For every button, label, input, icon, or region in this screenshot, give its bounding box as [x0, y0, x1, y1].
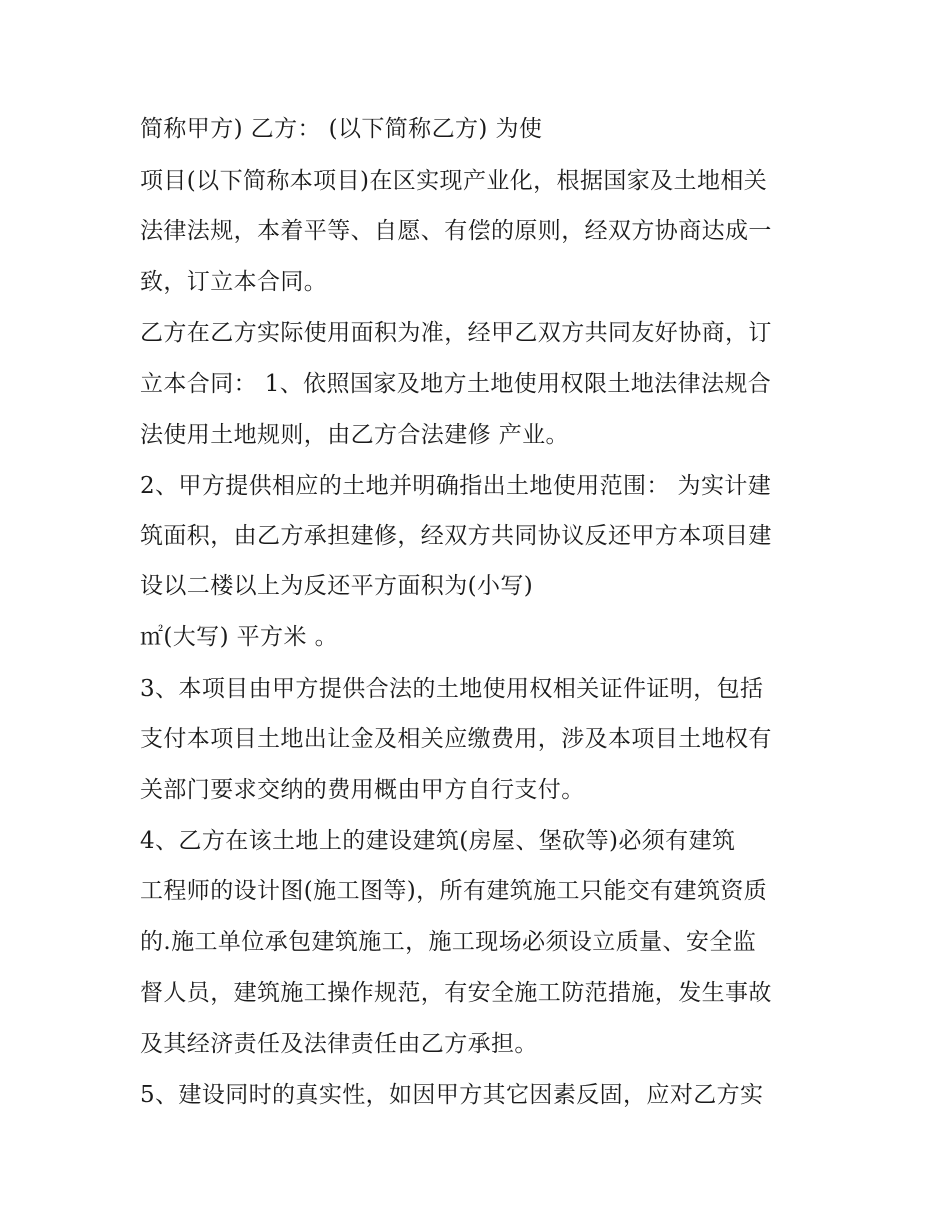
text-line: 设以二楼以上为反还平方面积为(小写) — [140, 573, 534, 599]
text-line: 关部门要求交纳的费用概由甲方自行支付。 — [140, 777, 585, 803]
text-line: 5、建设同时的真实性，如因甲方其它因素反固，应对乙方实 — [140, 1082, 764, 1108]
text-line: 工程师的设计图(施工图等)，所有建筑施工只能交有建筑资质 — [140, 878, 768, 904]
text-line: 3、本项目由甲方提供合法的土地使用权相关证件证明，包括 — [140, 676, 764, 702]
text-line: 4、乙方在该土地上的建设建筑(房屋、堡砍等)必须有建筑 — [140, 828, 736, 854]
text-line: 支付本项目土地出让金及相关应缴费用，涉及本项目土地权有 — [140, 726, 772, 752]
text-line: 筑面积，由乙方承担建修，经双方共同协议反还甲方本项目建 — [140, 523, 772, 549]
text-line: 法使用土地规则，由乙方合法建修 产业。 — [140, 422, 569, 448]
text-line: 立本合同： 1、依照国家及地方土地使用权限土地法律法规合 — [140, 371, 772, 397]
text-line: 致，订立本合同。 — [140, 269, 328, 295]
text-line: 法律法规，本着平等、自愿、有偿的原则，经双方协商达成一 — [140, 218, 772, 244]
text-line: 的.施工单位承包建筑施工，施工现场必须设立质量、安全监 — [140, 929, 757, 955]
text-line: 2、甲方提供相应的土地并明确指出土地使用范围： 为实计建 — [140, 473, 772, 499]
text-line: 督人员，建筑施工操作规范，有安全施工防范措施，发生事故 — [140, 980, 772, 1006]
text-line: ㎡(大写) 平方米 。 — [140, 624, 338, 650]
text-line: 简称甲方) 乙方： (以下简称乙方) 为使 — [140, 116, 543, 142]
text-line: 项目(以下简称本项目)在区实现产业化，根据国家及土地相关 — [140, 168, 768, 194]
text-line: 乙方在乙方实际使用面积为准，经甲乙双方共同友好协商，订 — [140, 320, 772, 346]
text-line: 及其经济责任及法律责任由乙方承担。 — [140, 1031, 538, 1057]
